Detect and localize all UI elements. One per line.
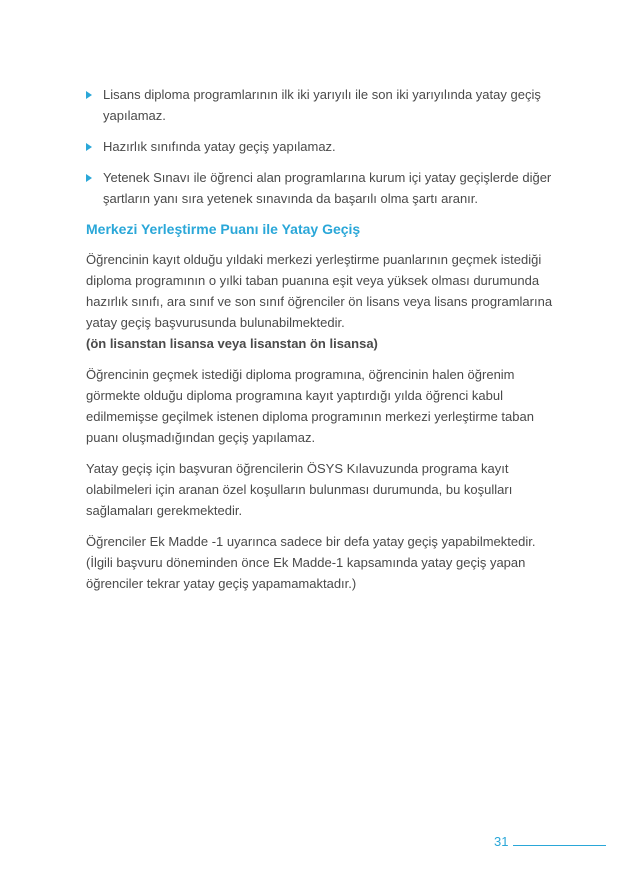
bullet-triangle-icon (86, 174, 92, 182)
paragraph-text: Öğrencinin kayıt olduğu yıldaki merkezi yerleştirme puanlarının geçmek istediği diploma programının o yılki taban puanına eşit veya yüksek olması durumunda hazırlık sınıfı, ara sınıf ve son sınıf öğrenciler ön lisans veya lisans programlarına yatay geçiş başvurusunda bulunabilmektedir. (86, 252, 553, 330)
bullet-triangle-icon (86, 91, 92, 99)
bullet-text: Hazırlık sınıfında yatay geçiş yapılamaz. (103, 139, 336, 154)
bullet-text: Lisans diploma programlarının ilk iki yarıyılı ile son iki yarıyılında yatay geçiş yapılamaz. (103, 87, 541, 123)
bullet-text: Yetenek Sınavı ile öğrenci alan programlarına kurum içi yatay geçişlerde diğer şartların yanı sıra yetenek sınavında da başarılı olma şartı aranır. (103, 170, 552, 206)
paragraph-1 (86, 249, 556, 354)
section-heading: Merkezi Yerleştirme Puanı ile Yatay Geçiş (86, 221, 361, 237)
paragraph-2: Öğrencinin geçmek istediği diploma programına, öğrencinin halen öğrenim görmekte olduğu diploma programına kayıt yaptırdığı yılda öğrenci kabul edilmemişse geçilmek istenen diploma programının merkezi yerleştirme taban puanı oluşmadığından geçiş yapılamaz. (86, 367, 534, 445)
list-item (86, 84, 556, 126)
page-number-rule (513, 845, 606, 846)
page-number: 31 (494, 834, 509, 849)
bullet-triangle-icon (86, 143, 92, 151)
list-item (86, 167, 556, 209)
list-item (86, 136, 556, 157)
paragraph-bold-note: (ön lisanstan lisansa veya lisanstan ön lisansa) (86, 336, 378, 351)
page-content (86, 84, 556, 604)
paragraph-3: Yatay geçiş için başvuran öğrencilerin ÖSYS Kılavuzunda programa kayıt olabilmeleri için aranan özel koşulların bulunması durumunda, bu koşulları sağlamaları gerekmektedir. (86, 461, 513, 518)
paragraph-4: Öğrenciler Ek Madde -1 uyarınca sadece bir defa yatay geçiş yapabilmektedir. (İlgili başvuru döneminden önce Ek Madde-1 kapsamında yatay geçiş yapan öğrenciler tekrar yatay geçiş yapamamaktadır.) (86, 534, 536, 591)
